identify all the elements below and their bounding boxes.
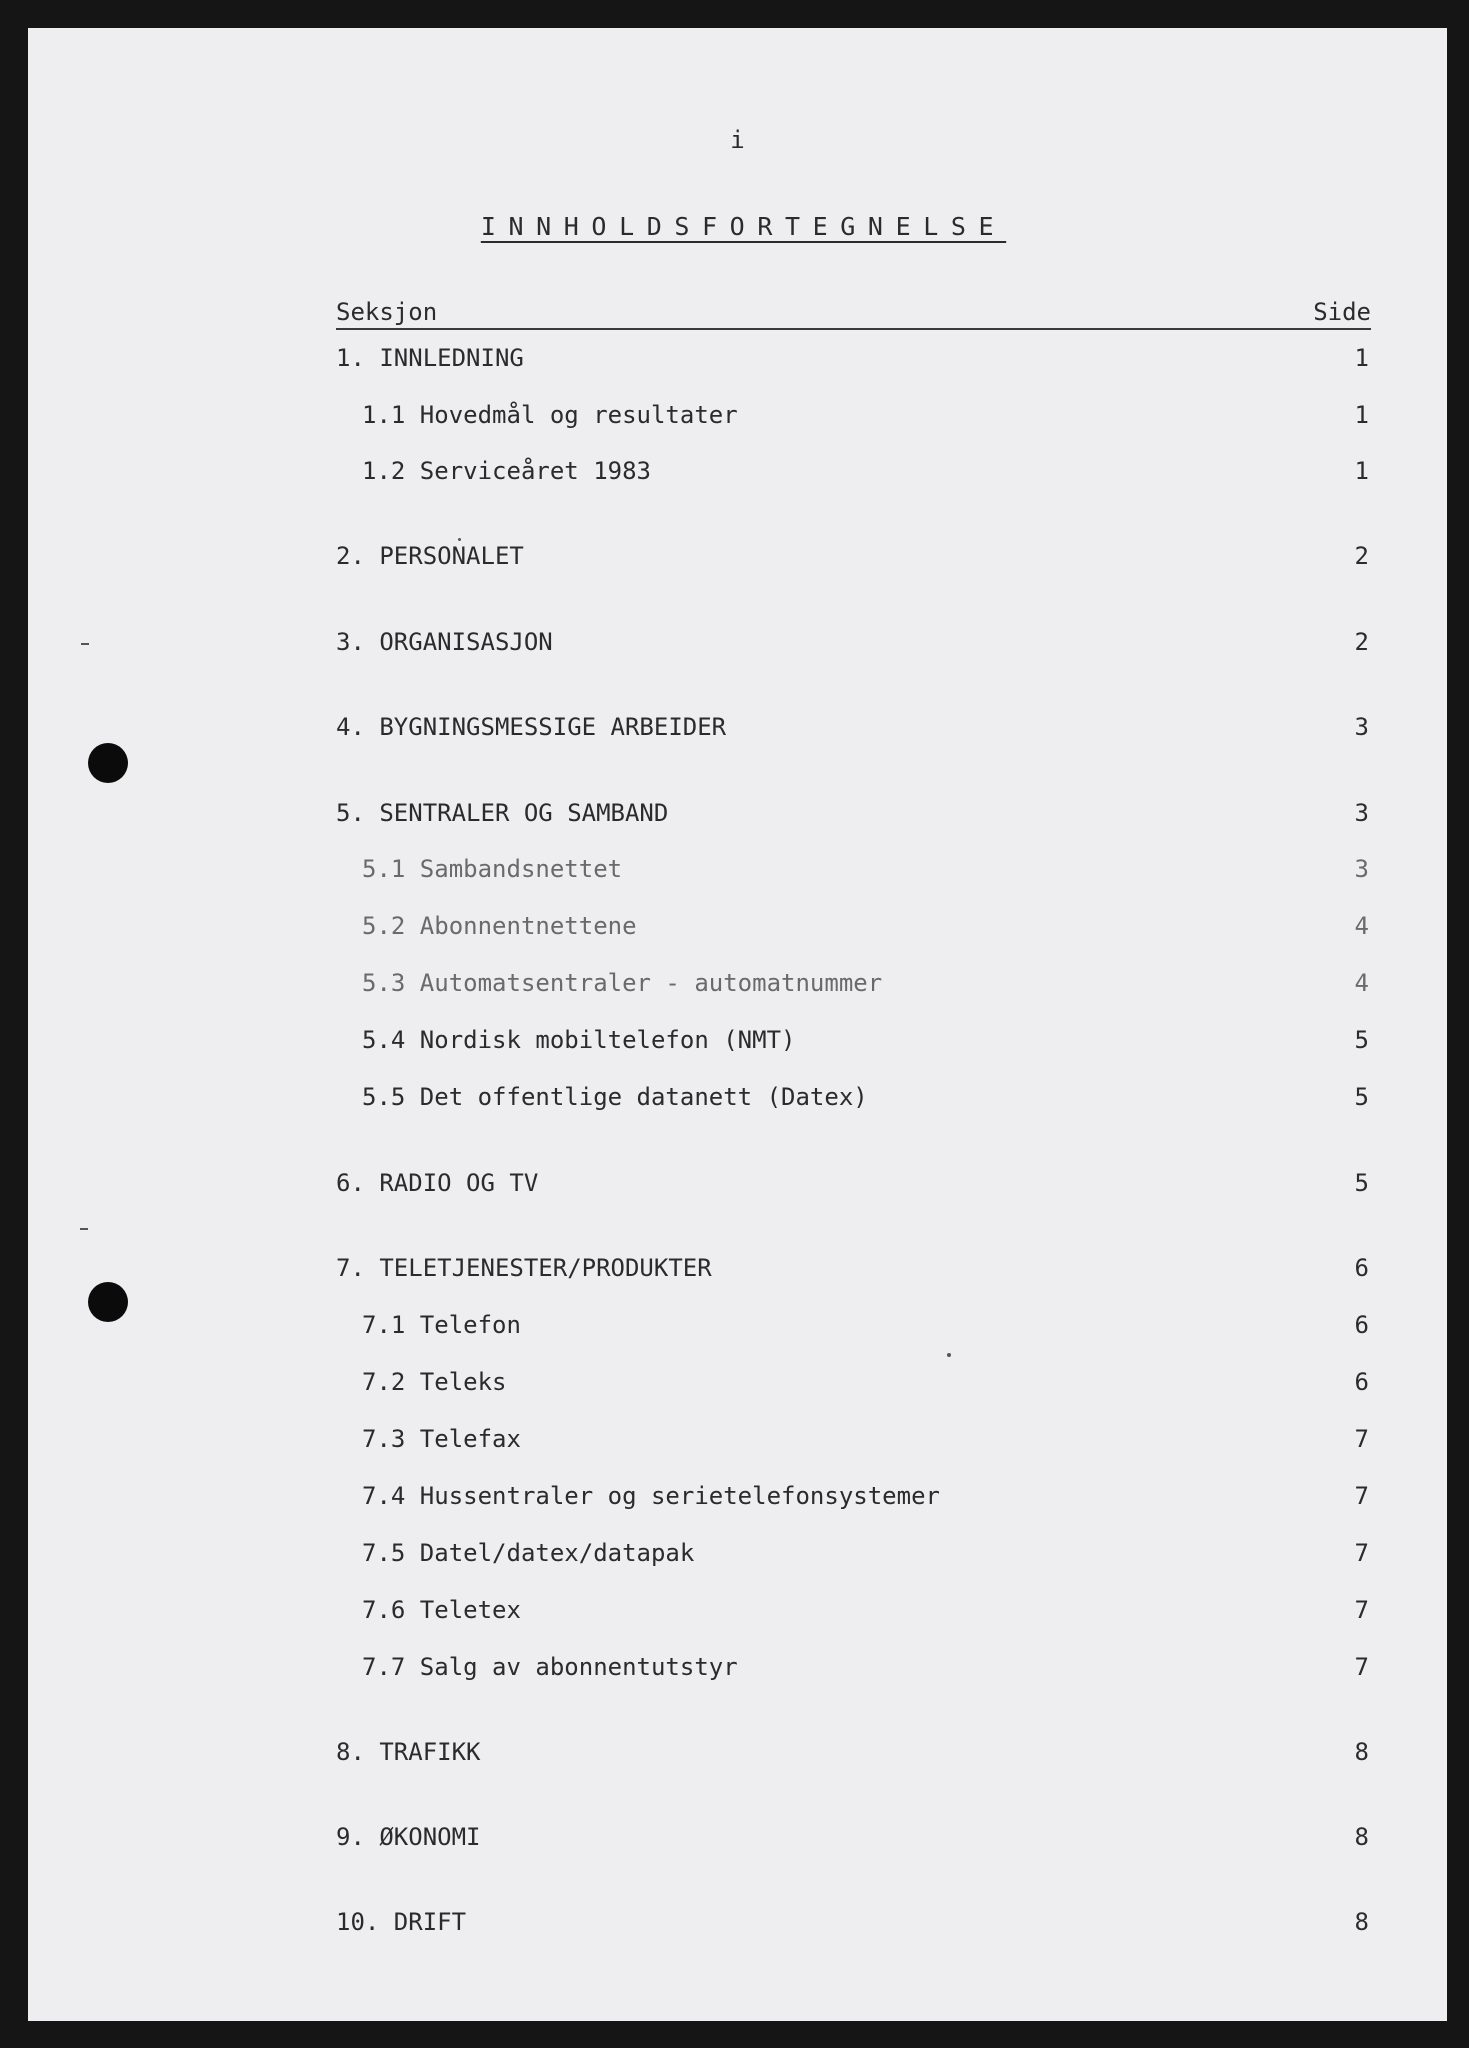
toc-entry-label: 5. SENTRALER OG SAMBAND — [336, 799, 669, 827]
toc-entry-label: 7.2 Teleks — [362, 1368, 507, 1396]
toc-entry — [362, 1368, 1369, 1396]
toc-entry-label: 3. ORGANISASJON — [336, 628, 553, 656]
toc-header — [336, 298, 1371, 326]
toc-entry-label: 5.1 Sambandsnettet — [362, 855, 623, 883]
toc-entry — [362, 1596, 1369, 1624]
toc-entry — [362, 855, 1369, 883]
toc-entry-page: 6 — [1354, 1311, 1369, 1339]
page-title — [28, 212, 1447, 241]
toc-entry-page: 4 — [1354, 969, 1369, 997]
toc-entry-page: 5 — [1354, 1083, 1369, 1111]
toc-entry-label: 2. PERSONALET — [336, 542, 524, 570]
toc-entry-page: 7 — [1354, 1653, 1369, 1681]
toc-entry-page: 3 — [1354, 799, 1369, 827]
toc-entry-page: 8 — [1354, 1908, 1369, 1936]
toc-entry-label: 7.7 Salg av abonnentutstyr — [362, 1653, 738, 1681]
toc-entry — [362, 401, 1369, 429]
toc-entry-label: 1.1 Hovedmål og resultater — [362, 401, 738, 429]
toc-entry-page: 1 — [1354, 344, 1369, 372]
toc-entry-page: 3 — [1354, 713, 1369, 741]
toc-entry-label: 10. DRIFT — [336, 1908, 467, 1936]
toc-entry — [362, 457, 1369, 485]
toc-entry-page: 6 — [1354, 1368, 1369, 1396]
toc-entry-label: 5.3 Automatsentraler - automatnummer — [362, 969, 883, 997]
toc-entry-label: 1. INNLEDNING — [336, 344, 524, 372]
toc-entry-page: 6 — [1354, 1254, 1369, 1282]
toc-entry — [336, 1908, 1369, 1936]
toc-entry — [336, 713, 1369, 741]
toc-entry-page: 7 — [1354, 1482, 1369, 1510]
document-page — [28, 28, 1447, 2021]
page-number: i — [730, 126, 745, 154]
toc-entry-label: 7.1 Telefon — [362, 1311, 521, 1339]
toc-entry — [362, 1539, 1369, 1567]
toc-entry-page: 5 — [1354, 1169, 1369, 1197]
toc-entry-label: 6. RADIO OG TV — [336, 1169, 539, 1197]
toc-entry-label: 7. TELETJENESTER/PRODUKTER — [336, 1254, 712, 1282]
header-rule — [336, 328, 1371, 330]
toc-entry-label: 7.3 Telefax — [362, 1425, 521, 1453]
toc-entry — [362, 1653, 1369, 1681]
toc-entry-label: 8. TRAFIKK — [336, 1738, 481, 1766]
toc-entry — [336, 1738, 1369, 1766]
toc-entry-label: 5.5 Det offentlige datanett (Datex) — [362, 1083, 868, 1111]
toc-entry-page: 8 — [1354, 1738, 1369, 1766]
toc-entry-page: 2 — [1354, 628, 1369, 656]
toc-entry-label: 7.5 Datel/datex/datapak — [362, 1539, 695, 1567]
toc-entry-page: 3 — [1354, 855, 1369, 883]
punch-hole — [88, 1282, 128, 1322]
toc-entry-page: 7 — [1354, 1425, 1369, 1453]
toc-entry-page: 4 — [1354, 912, 1369, 940]
toc-entry-label: 1.2 Serviceåret 1983 — [362, 457, 651, 485]
page-column-label: Side — [1313, 298, 1371, 326]
toc-entry — [362, 912, 1369, 940]
toc-entry-label: 7.4 Hussentraler og serietelefonsystemer — [362, 1482, 940, 1510]
toc-entry-page: 1 — [1354, 457, 1369, 485]
toc-entry — [336, 799, 1369, 827]
punch-hole — [88, 743, 128, 783]
section-column-label: Seksjon — [336, 298, 438, 326]
toc-entry-page: 2 — [1354, 542, 1369, 570]
toc-entry — [362, 1083, 1369, 1111]
toc-entry-page: 5 — [1354, 1026, 1369, 1054]
toc-entry — [362, 1311, 1369, 1339]
page-title-text: INNHOLDSFORTEGNELSE — [480, 212, 1007, 241]
toc-entry-label: 5.2 Abonnentnettene — [362, 912, 637, 940]
toc-entry-page: 8 — [1354, 1823, 1369, 1851]
toc-entry — [336, 542, 1369, 570]
toc-entry-label: 5.4 Nordisk mobiltelefon (NMT) — [362, 1026, 796, 1054]
toc-entry — [336, 1823, 1369, 1851]
toc-entry — [362, 1026, 1369, 1054]
toc-entry — [336, 1254, 1369, 1282]
toc-entry-page: 7 — [1354, 1539, 1369, 1567]
toc-entry-label: 4. BYGNINGSMESSIGE ARBEIDER — [336, 713, 727, 741]
toc-entry-page: 7 — [1354, 1596, 1369, 1624]
toc-entry — [362, 1425, 1369, 1453]
toc-entry-label: 9. ØKONOMI — [336, 1823, 481, 1851]
toc-entry — [362, 969, 1369, 997]
toc-entry — [336, 1169, 1369, 1197]
toc-entry-label: 7.6 Teletex — [362, 1596, 521, 1624]
toc-entry — [336, 344, 1369, 372]
toc-entry-page: 1 — [1354, 401, 1369, 429]
toc-entry — [336, 628, 1369, 656]
toc-entry — [362, 1482, 1369, 1510]
